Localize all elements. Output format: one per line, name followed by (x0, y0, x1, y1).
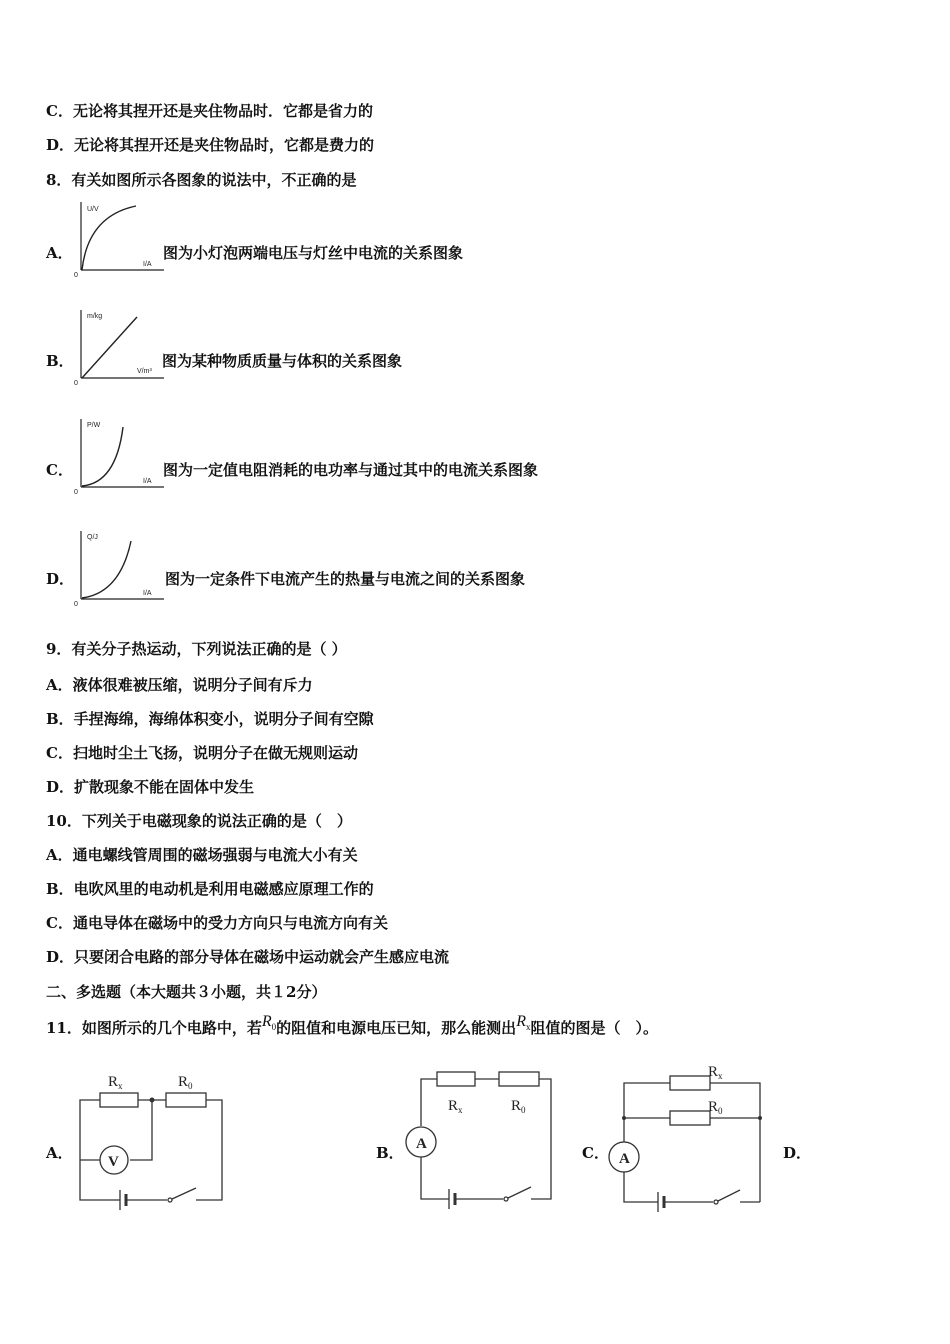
circuit-b-r0-label: $R_0$ (511, 1098, 526, 1115)
ammeter-icon: A (619, 1151, 630, 1167)
graph-d-ylabel: Q/J (87, 534, 98, 541)
q8-option-a-label: A． (46, 244, 73, 262)
circuit-c-r0-label: $R_0$ (708, 1099, 723, 1116)
graph-c-ylabel: P/W (87, 422, 101, 429)
circuit-a-voltmeter (72, 1062, 232, 1212)
graph-heat-current (70, 527, 166, 607)
circuit-b-ammeter (403, 1062, 563, 1212)
section-multi-choice-heading: 二、多选题（本大题共３小题，共１2分） (46, 983, 327, 1001)
q7-option-c: C．无论将其捏开还是夹住物品时．它都是省力的 (46, 102, 373, 120)
graph-d-xlabel: I/A (143, 590, 152, 597)
q11-stem-part3: 阻值的图是（ ）。 (530, 1019, 658, 1037)
q11-symbol-rx: $R_x$ (516, 1013, 531, 1033)
q11-stem (46, 1013, 658, 1044)
ammeter-icon: A (416, 1136, 427, 1152)
q10-option-c: C．通电导体在磁场中的受力方向只与电流方向有关 (46, 914, 388, 932)
graph-a-xlabel: I/A (143, 261, 152, 268)
q9-stem: 9．有关分子热运动，下列说法正确的是（ ） (46, 640, 347, 658)
circuit-a-rx-label: $R_x$ (108, 1074, 123, 1091)
graph-d-origin: 0 (74, 601, 78, 607)
q8-option-c-label: C． (46, 461, 73, 479)
graph-b-ylabel: m/kg (87, 313, 103, 320)
q8-option-b-text: 图为某种物质质量与体积的关系图象 (162, 352, 403, 370)
q9-option-d: D．扩散现象不能在固体中发生 (46, 778, 255, 796)
graph-a-origin: 0 (74, 272, 78, 278)
circuit-c-rx-label: $R_x$ (708, 1064, 723, 1081)
q11-option-a-label: A． (46, 1144, 73, 1162)
q8-option-d-label: D． (46, 570, 75, 588)
q9-option-c: C．扫地时尘土飞扬，说明分子在做无规则运动 (46, 744, 358, 762)
q11-option-b-label: B． (376, 1144, 404, 1162)
q8-stem: 8．有关如图所示各图象的说法中，不正确的是 (46, 171, 357, 189)
q8-option-b-label: B． (46, 352, 74, 370)
q8-option-d-text: 图为一定条件下电流产生的热量与电流之间的关系图象 (165, 570, 526, 588)
voltmeter-icon: V (108, 1154, 119, 1170)
circuit-b-rx-label: $R_x$ (448, 1098, 463, 1115)
graph-b-xlabel: V/m³ (137, 368, 152, 375)
q9-option-b: B．手捏海绵，海绵体积变小，说明分子间有空隙 (46, 710, 374, 728)
q11-stem-part2: 的阻值和电源电压已知，那么能测出 (276, 1019, 517, 1037)
q10-option-a: A．通电螺线管周围的磁场强弱与电流大小有关 (46, 846, 358, 864)
q11-option-d-label: D． (783, 1144, 812, 1162)
q10-option-b: B．电吹风里的电动机是利用电磁感应原理工作的 (46, 880, 374, 898)
q10-stem: 10．下列关于电磁现象的说法正确的是（ ） (46, 812, 352, 830)
circuit-c-parallel-ammeter (608, 1062, 773, 1212)
graph-a-ylabel: U/V (87, 206, 99, 213)
graph-c-origin: 0 (74, 489, 78, 495)
q11-stem-part1: 11．如图所示的几个电路中，若 (46, 1019, 262, 1037)
q10-option-d: D．只要闭合电路的部分导体在磁场中运动就会产生感应电流 (46, 948, 450, 966)
graph-power-current (70, 415, 166, 495)
q7-option-d: D．无论将其捏开还是夹住物品时，它都是费力的 (46, 136, 375, 154)
q9-option-a: A．液体很难被压缩，说明分子间有斥力 (46, 676, 313, 694)
graph-mass-volume (70, 306, 166, 386)
q11-symbol-r0: $R_0$ (261, 1013, 277, 1033)
graph-voltage-current (70, 198, 166, 278)
q11-option-c-label: C． (582, 1144, 609, 1162)
q8-option-c-text: 图为一定值电阻消耗的电功率与通过其中的电流关系图象 (163, 461, 539, 479)
q8-option-a-text: 图为小灯泡两端电压与灯丝中电流的关系图象 (163, 244, 464, 262)
circuit-a-r0-label: $R_0$ (178, 1074, 193, 1091)
graph-b-origin: 0 (74, 380, 78, 386)
graph-c-xlabel: I/A (143, 478, 152, 485)
